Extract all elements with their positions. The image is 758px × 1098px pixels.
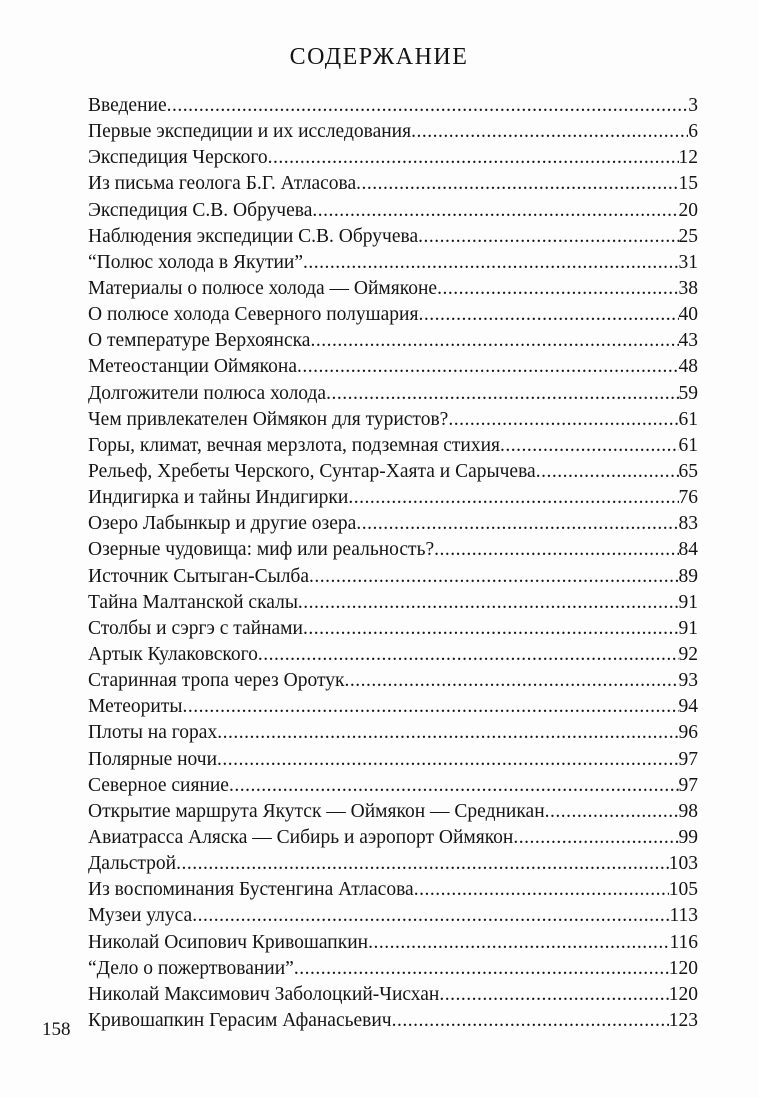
toc-entry-title: Северное сияние [88, 774, 229, 796]
toc-entry-page: 20 [678, 199, 698, 221]
toc-entry-page: 91 [678, 617, 698, 639]
toc-entry [88, 252, 698, 278]
dot-leader [418, 226, 678, 248]
toc-entry-title: Артык Кулаковского [88, 643, 258, 665]
dot-leader [310, 330, 678, 352]
toc-entry-page: 97 [678, 774, 698, 796]
toc-entry-page: 120 [668, 957, 698, 979]
toc-entry [88, 905, 698, 931]
toc-entry-title: Николай Максимович Заболоцкий-Чисхан [88, 983, 440, 1005]
toc-entry-title: Метеостанции Оймякона [88, 356, 297, 378]
toc-entry-page: 123 [668, 1009, 698, 1031]
toc-entry [88, 461, 698, 487]
toc-entry [88, 984, 698, 1010]
toc-entry [88, 435, 698, 461]
toc-entry-title: Николай Осипович Кривошапкин [88, 931, 369, 953]
toc-entry [88, 383, 698, 409]
toc-entry-page: 6 [688, 121, 698, 143]
toc-entry-page: 120 [668, 983, 698, 1005]
toc-entry-page: 89 [678, 565, 698, 587]
dot-leader [545, 801, 679, 823]
dot-leader [298, 592, 679, 614]
toc-entry [88, 226, 698, 252]
toc-entry [88, 722, 698, 748]
toc-entry-page: 43 [678, 330, 698, 352]
toc-entry-title: Экспедиция С.В. Обручева [88, 199, 313, 221]
toc-entry-title: Открытие маршрута Якутск — Оймякон — Средникан [88, 800, 545, 822]
toc-entry-title: Кривошапкин Герасим Афанасьевич [88, 1009, 392, 1031]
dot-leader [356, 513, 678, 535]
toc-entry [88, 801, 698, 827]
toc-entry-page: 94 [678, 696, 698, 718]
toc-entry-title: Материалы о полюсе холода — Оймяконе [88, 277, 438, 299]
toc-entry [88, 304, 698, 330]
toc-entry [88, 1010, 698, 1036]
toc-entry-page: 98 [678, 800, 698, 822]
toc-entry [88, 539, 698, 565]
toc-entry-title: Полярные ночи [88, 748, 218, 770]
toc-entry [88, 409, 698, 435]
toc-entry-title: Дальстрой [88, 853, 177, 875]
dot-leader [414, 879, 669, 901]
toc-entry [88, 618, 698, 644]
table-of-contents [88, 95, 698, 1036]
toc-entry [88, 853, 698, 879]
toc-entry-title: “Дело о пожертвовании” [88, 957, 294, 979]
toc-entry-page: 93 [678, 670, 698, 692]
toc-entry-title: Долгожители полюса холода [88, 382, 327, 404]
dot-leader [182, 696, 678, 718]
toc-entry-title: Тайна Малтанской скалы [88, 591, 298, 613]
page-number: 158 [42, 1019, 71, 1040]
toc-entry-page: 59 [678, 382, 698, 404]
dot-leader [392, 1010, 669, 1032]
toc-entry-page: 84 [678, 539, 698, 561]
toc-entry-page: 61 [678, 434, 698, 456]
toc-entry [88, 749, 698, 775]
toc-entry [88, 95, 698, 121]
toc-entry [88, 513, 698, 539]
toc-entry-page: 91 [678, 591, 698, 613]
toc-entry-page: 31 [678, 251, 698, 273]
toc-entry [88, 173, 698, 199]
toc-entry-title: Старинная тропа через Оротук [88, 670, 345, 692]
toc-entry [88, 592, 698, 618]
toc-entry [88, 566, 698, 592]
dot-leader [348, 487, 678, 509]
dot-leader [411, 121, 688, 143]
dot-leader [176, 853, 669, 875]
page-title: СОДЕРЖАНИЕ [289, 44, 469, 70]
toc-entry [88, 670, 698, 696]
toc-entry-title: Экспедиция Черского [88, 147, 268, 169]
toc-entry-title: “Полюс холода в Якутии” [88, 251, 304, 273]
toc-entry-page: 65 [678, 460, 698, 482]
dot-leader [448, 409, 678, 431]
toc-entry-page: 3 [688, 95, 698, 116]
toc-entry-page: 12 [678, 147, 698, 169]
toc-entry-title: Метеориты [88, 696, 183, 718]
toc-entry [88, 696, 698, 722]
toc-entry-title: Из письма геолога Б.Г. Атласова [88, 173, 357, 195]
dot-leader [536, 461, 679, 483]
toc-entry-title: Из воспоминания Бустенгина Атласова [88, 879, 414, 901]
dot-leader [217, 722, 678, 744]
toc-entry-page: 83 [678, 513, 698, 535]
toc-entry-page: 15 [678, 173, 698, 195]
toc-entry-page: 92 [678, 643, 698, 665]
toc-entry-page: 99 [678, 826, 698, 848]
dot-leader [500, 435, 679, 457]
dot-leader [439, 984, 668, 1006]
toc-entry-title: Чем привлекателен Оймякон для туристов? [88, 408, 449, 430]
dot-leader [303, 618, 679, 640]
toc-entry [88, 879, 698, 905]
toc-entry [88, 121, 698, 147]
dot-leader [303, 252, 678, 274]
dot-leader [294, 958, 669, 980]
dot-leader [434, 539, 678, 561]
toc-entry-title: Рельеф, Хребеты Черского, Сунтар-Хаята и Сарычева [88, 460, 536, 482]
toc-entry-page: 40 [678, 304, 698, 326]
dot-leader [513, 827, 678, 849]
toc-entry-title: Наблюдения экспедиции С.В. Обручева [88, 225, 419, 247]
dot-leader [268, 147, 679, 169]
dot-leader [368, 932, 669, 954]
toc-entry-title: Озерные чудовища: миф или реальность? [88, 539, 435, 561]
toc-entry-title: Озеро Лабынкыр и другие озера [88, 513, 357, 535]
toc-entry-title: Плоты на горах [88, 722, 218, 744]
toc-entry-title: Музеи улуса [88, 905, 193, 927]
dot-leader [229, 775, 679, 797]
toc-entry-page: 48 [678, 356, 698, 378]
dot-leader [167, 95, 689, 117]
dot-leader [217, 749, 678, 771]
dot-leader [312, 200, 678, 222]
dot-leader [297, 356, 679, 378]
toc-entry-page: 96 [678, 722, 698, 744]
toc-entry-title: Авиатрасса Аляска — Сибирь и аэропорт Оймякон [88, 826, 514, 848]
toc-entry [88, 147, 698, 173]
dot-leader [192, 905, 669, 927]
toc-entry-page: 76 [678, 487, 698, 509]
toc-entry [88, 958, 698, 984]
toc-entry [88, 827, 698, 853]
toc-entry-page: 38 [678, 277, 698, 299]
toc-entry [88, 330, 698, 356]
toc-entry-title: Горы, климат, вечная мерзлота, подземная стихия [88, 434, 500, 456]
toc-entry [88, 278, 698, 304]
dot-leader [326, 383, 678, 405]
toc-entry-page: 113 [669, 905, 698, 927]
dot-leader [418, 304, 678, 326]
toc-entry-page: 25 [678, 225, 698, 247]
toc-entry-page: 105 [668, 879, 698, 901]
dot-leader [437, 278, 678, 300]
toc-entry-title: Введение [88, 95, 167, 116]
dot-leader [309, 566, 678, 588]
toc-entry-title: Источник Сытыган-Сылба [88, 565, 310, 587]
dot-leader [344, 670, 678, 692]
toc-entry-page: 97 [678, 748, 698, 770]
toc-entry [88, 487, 698, 513]
toc-entry-title: О полюсе холода Северного полушария [88, 304, 419, 326]
toc-entry-title: Индигирка и тайны Индигирки [88, 487, 349, 509]
toc-entry-page: 103 [668, 853, 698, 875]
toc-entry [88, 775, 698, 801]
toc-entry [88, 356, 698, 382]
toc-entry-title: Первые экспедиции и их исследования [88, 121, 412, 143]
toc-entry [88, 200, 698, 226]
dot-leader [356, 173, 678, 195]
toc-entry-page: 61 [678, 408, 698, 430]
toc-entry [88, 932, 698, 958]
dot-leader [258, 644, 679, 666]
toc-entry [88, 644, 698, 670]
toc-entry-title: О температуре Верхоянска [88, 330, 311, 352]
toc-entry-title: Столбы и сэргэ с тайнами [88, 617, 303, 639]
toc-entry-page: 116 [669, 931, 698, 953]
